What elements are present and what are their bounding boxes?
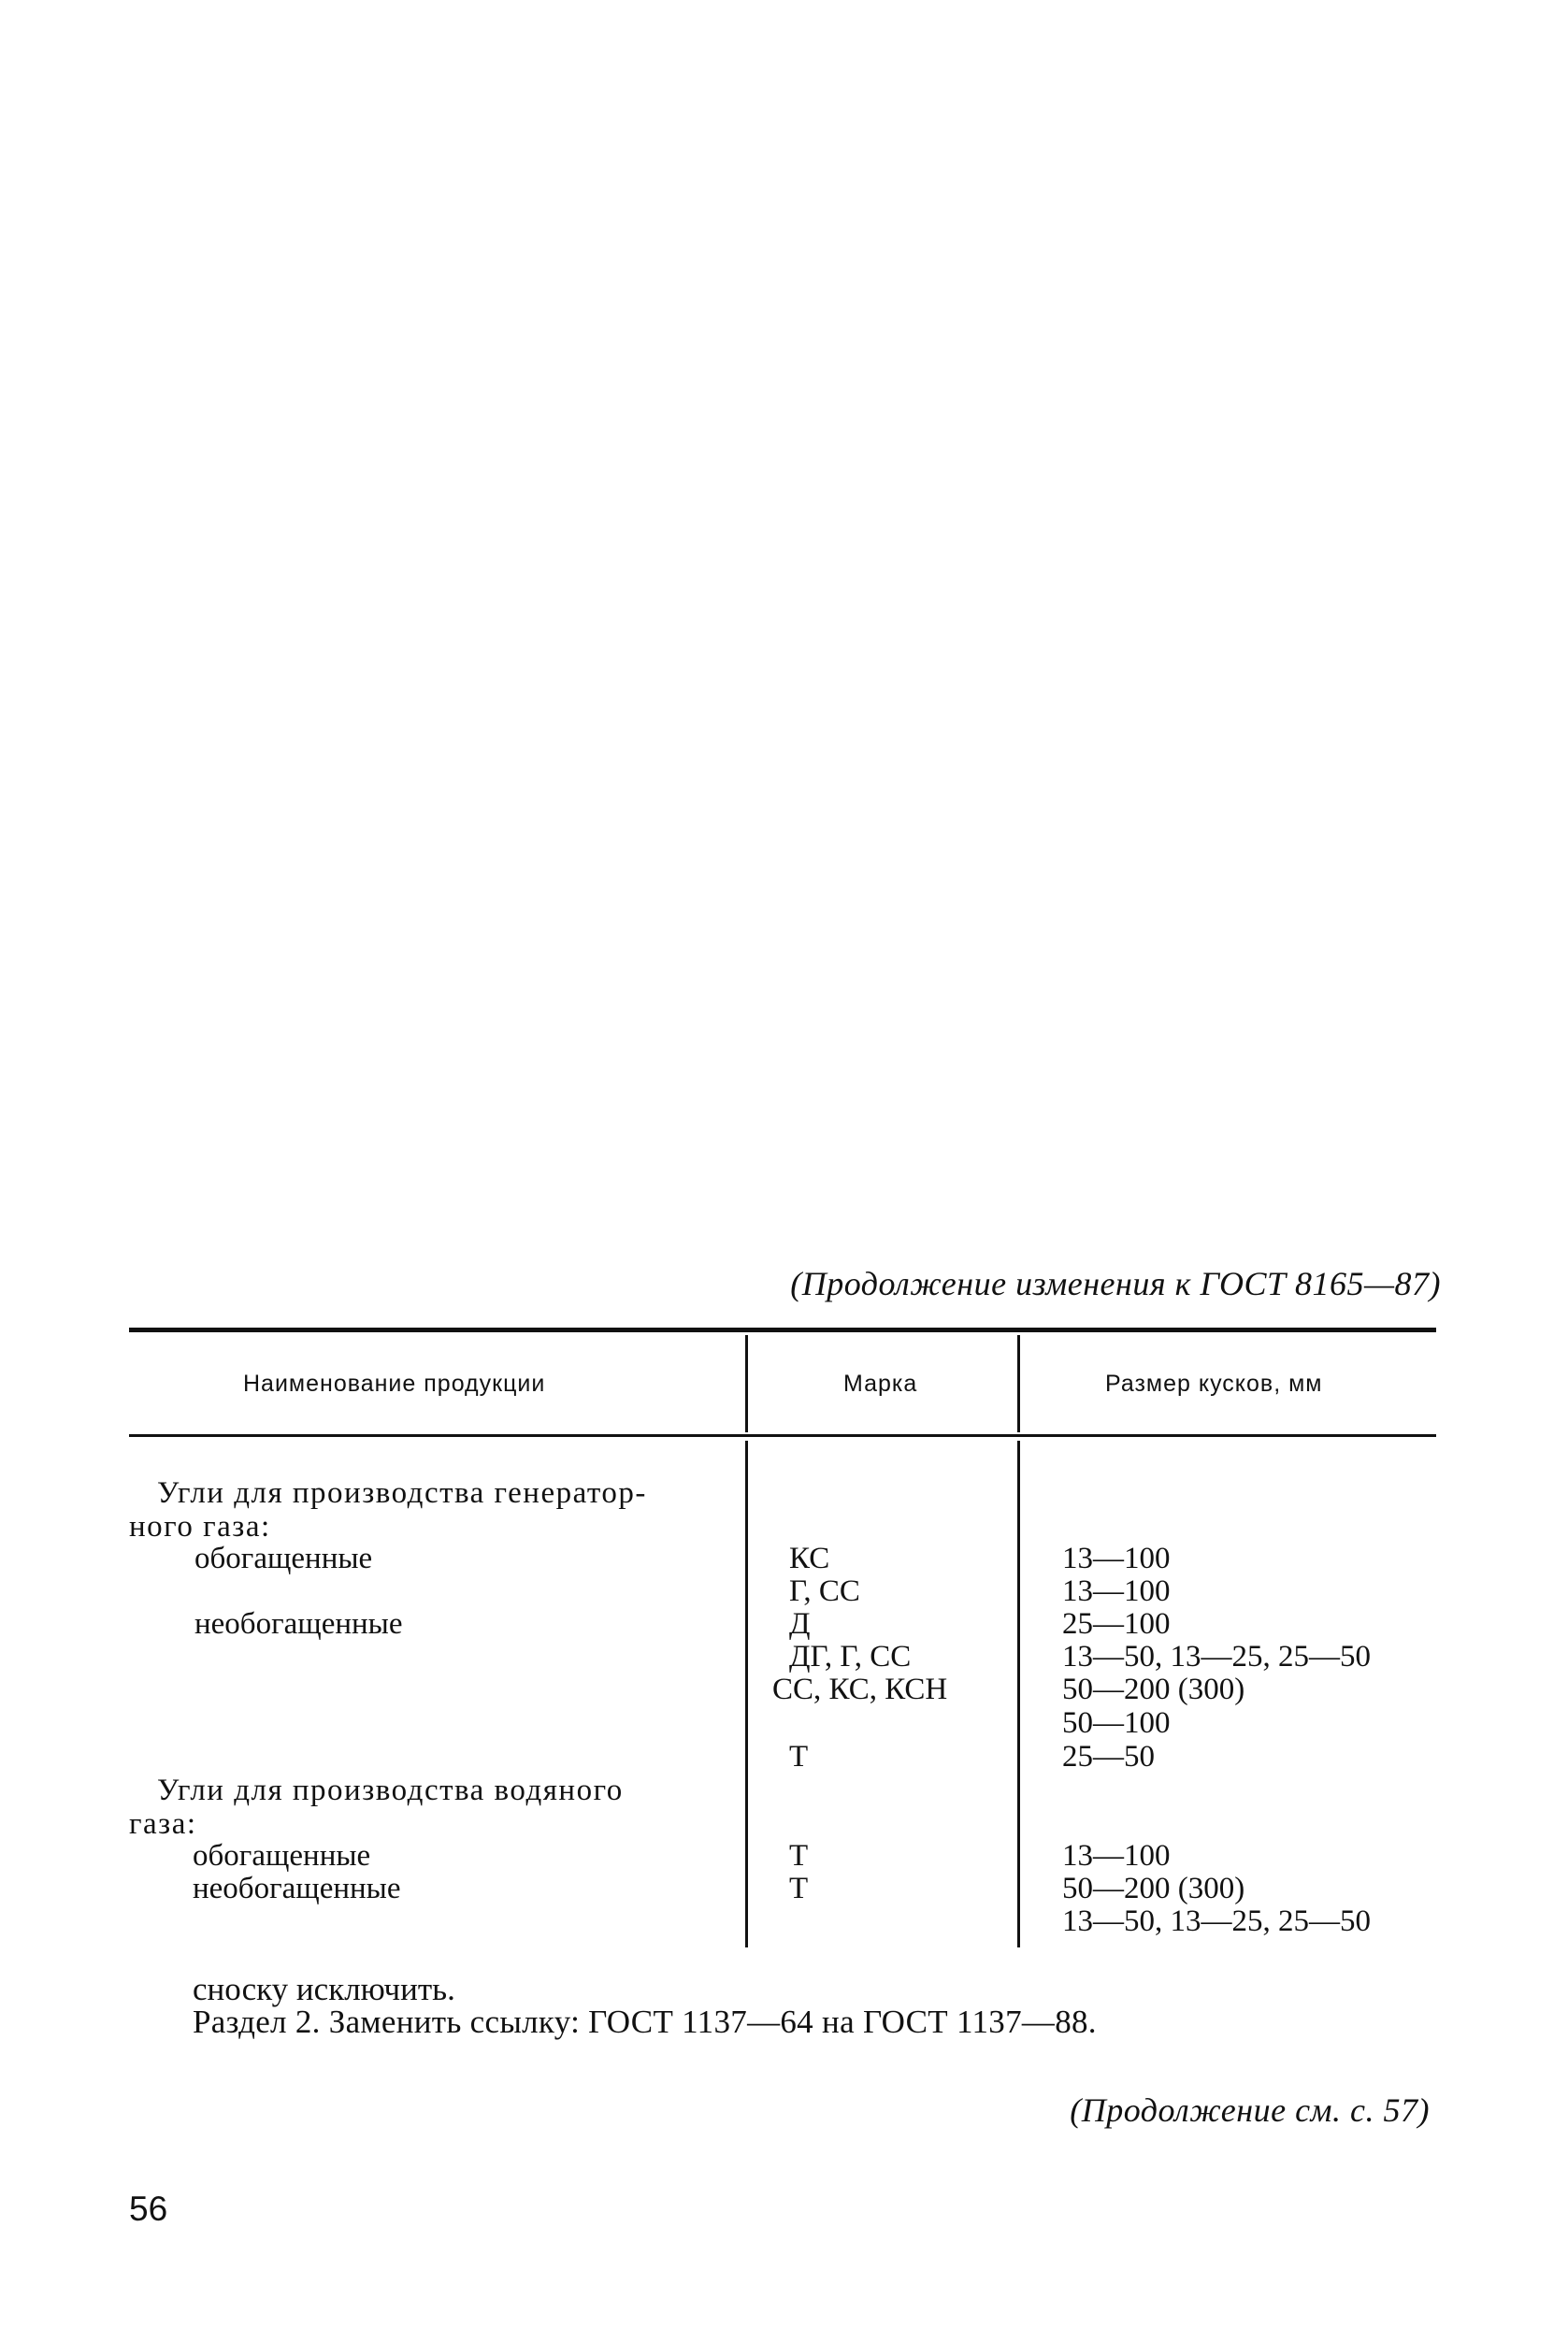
brand-cell: Т (789, 1872, 809, 1905)
size-cell: 13—50, 13—25, 25—50 (1062, 1904, 1371, 1938)
column-divider (1017, 1335, 1020, 1432)
brand-cell: ДГ, Г, СС (789, 1640, 912, 1674)
brand-cell: Т (789, 1740, 809, 1774)
continuation-header: (Продолжение изменения к ГОСТ 8165—87) (790, 1265, 1441, 1302)
table-header-rule (129, 1434, 1436, 1437)
brand-cell: Г, СС (789, 1574, 860, 1608)
product-name-cell: обогащенные (193, 1839, 371, 1873)
note-line: Раздел 2. Заменить ссылку: ГОСТ 1137—64 на ГОСТ 1137—88. (193, 2004, 1097, 2040)
size-cell: 13—50, 13—25, 25—50 (1062, 1640, 1371, 1674)
product-name-cell: газа: (129, 1807, 197, 1841)
continuation-footer: (Продолжение см. с. 57) (1070, 2091, 1430, 2129)
column-header-brand: Марка (843, 1371, 918, 1397)
column-divider (1017, 1441, 1020, 1947)
note-line: сноску исключить. (193, 1971, 455, 2007)
size-cell: 25—100 (1062, 1607, 1171, 1641)
column-header-piece-size: Размер кусков, мм (1105, 1371, 1323, 1397)
size-cell: 50—200 (300) (1062, 1872, 1245, 1905)
column-header-product-name: Наименование продукции (243, 1371, 546, 1397)
size-cell: 13—100 (1062, 1839, 1171, 1873)
product-name-cell: необогащенные (194, 1607, 403, 1641)
size-cell: 13—100 (1062, 1542, 1171, 1575)
brand-cell: СС, КС, КСН (772, 1673, 948, 1706)
size-cell: 50—100 (1062, 1706, 1171, 1740)
column-divider (745, 1335, 748, 1432)
brand-cell: Т (789, 1839, 809, 1873)
product-name-cell: Угли для производства генератор- (157, 1476, 647, 1510)
product-name-cell: необогащенные (193, 1872, 401, 1905)
product-name-cell: обогащенные (194, 1542, 373, 1575)
product-name-cell: Угли для производства водяного (157, 1774, 624, 1807)
size-cell: 25—50 (1062, 1740, 1155, 1774)
product-name-cell: ного газа: (129, 1510, 271, 1544)
size-cell: 13—100 (1062, 1574, 1171, 1608)
size-cell: 50—200 (300) (1062, 1673, 1245, 1706)
page-number: 56 (129, 2190, 168, 2228)
brand-cell: Д (789, 1607, 811, 1641)
brand-cell: КС (789, 1542, 830, 1575)
column-divider (745, 1441, 748, 1947)
table-top-rule (129, 1328, 1436, 1332)
